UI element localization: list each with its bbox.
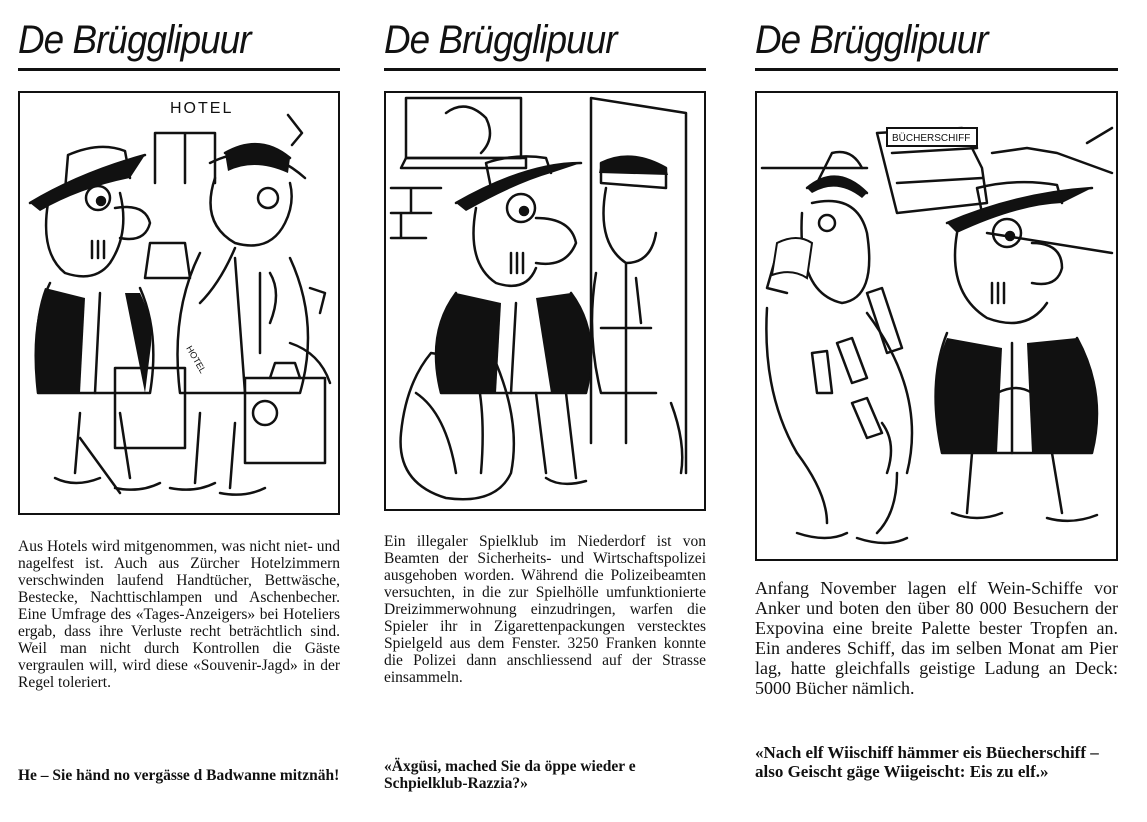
towel-tag: HOTEL bbox=[184, 344, 208, 375]
strip-title: De Brügglipuur bbox=[755, 18, 988, 62]
cartoon-buecherschiff-illustration bbox=[757, 93, 1116, 559]
cartoon-panel-spielklub bbox=[384, 91, 706, 511]
punchline: «Nach elf Wiischiff hämmer eis Büecherschiff – also Geischt gäge Wiigeischt: Eis zu elf.» bbox=[755, 743, 1099, 781]
hotel-sign: HOTEL bbox=[170, 100, 234, 117]
title-rule bbox=[755, 68, 1118, 71]
title-rule bbox=[18, 68, 340, 71]
article-text: Anfang November lagen elf Wein-Schiffe vor Anker und boten den über 80 000 Besuchern der Expovina eine breite Palette bester Tropfen an. Ein anderes Schiff, das im selben Monat am Pier lag, hatte gleichfalls geistige Ladung an Deck: 5000 Bücher nämlich. bbox=[755, 578, 1118, 698]
cartoon-panel-hotel bbox=[18, 91, 340, 515]
book-icon bbox=[772, 238, 812, 278]
punchline: He – Sie händ no vergässe d Badwanne mitznäh! bbox=[18, 767, 340, 784]
strip-title: De Brügglipuur bbox=[384, 18, 617, 62]
cartoon-hotel-illustration bbox=[20, 93, 338, 513]
punchline: «Äxgüsi, mached Sie da öppe wieder e Schpielklub-Razzia?» bbox=[384, 758, 636, 792]
article-text: Aus Hotels wird mitgenommen, was nicht niet- und nagelfest ist. Auch aus Zürcher Hotelzimmern verschwinden laufend Handtücher, Bettwäsche, Bestecke, Nachttischlampen und Aschenbecher. Eine Umfrage des «Tages-Anzeigers» bei Hoteliers ergab, dass ihre Verluste recht beträchtlich sind. Weil man nicht durch Kontrollen die Gäste vergraulen will, wird diese «Souvenir-Jagd» in der Regel toleriert. bbox=[18, 538, 340, 691]
title-rule bbox=[384, 68, 706, 71]
article-text: Ein illegaler Spielklub im Niederdorf ist von Beamten der Sicherheits- und Wirtschaftspolizei ausgehoben worden. Während die Polizeibeamten versuchten, in die zur Spielhölle umfunktionierte Dreizimmerwohnung einzudringen, warfen die Spieler ihr in Zigarettenpackungen verstecktes Spielgeld aus dem Fenster. 3250 Franken konnte die Polizei dann anschliessend auf der Strasse einsammeln. bbox=[384, 533, 706, 686]
strip-title: De Brügglipuur bbox=[18, 18, 251, 62]
cartoon-spielklub-illustration bbox=[386, 93, 704, 509]
ship-sign: BÜCHERSCHIFF bbox=[892, 133, 971, 144]
cartoon-panel-buecherschiff bbox=[755, 91, 1118, 561]
